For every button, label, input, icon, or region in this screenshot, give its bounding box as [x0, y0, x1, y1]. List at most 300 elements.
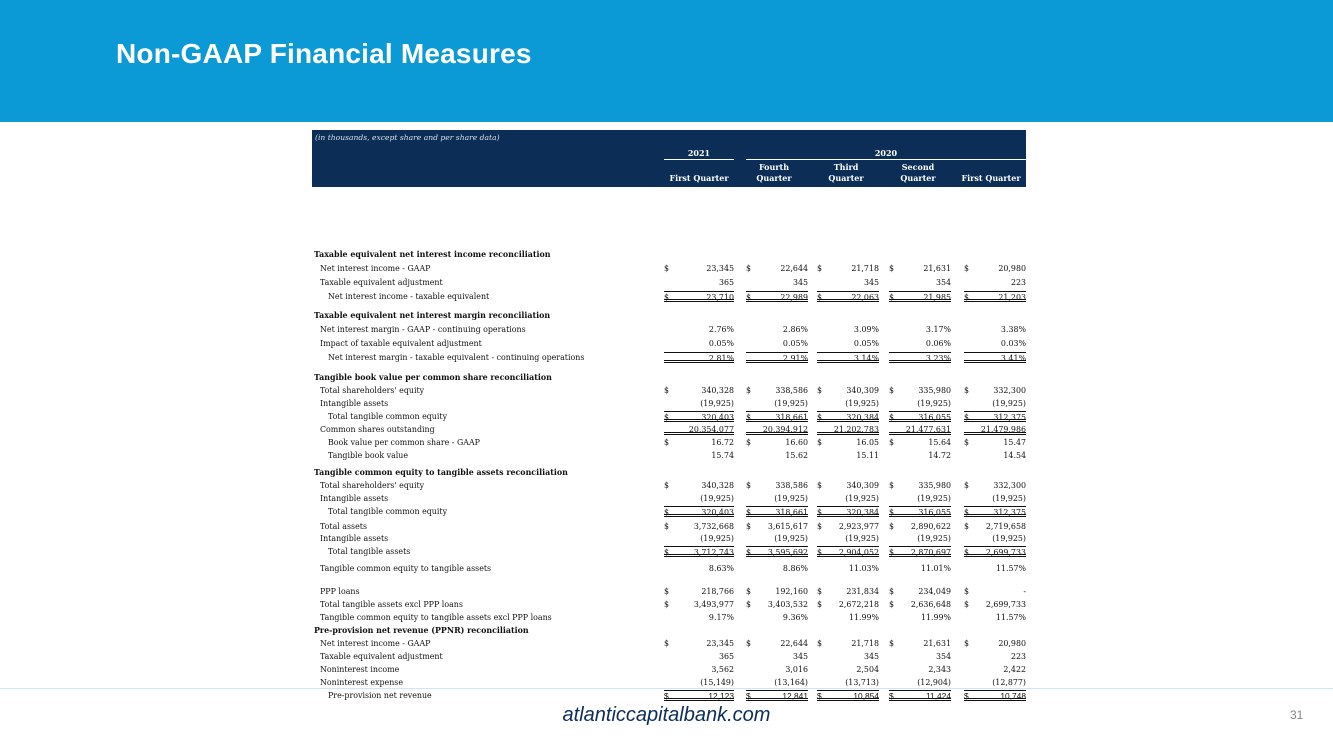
- table-cell: [964, 521, 1026, 532]
- table-cell: [964, 411, 1026, 422]
- section-title: Pre-provision net revenue (PPNR) reconciliation: [314, 626, 529, 635]
- cell-value: (19,925): [845, 534, 879, 543]
- table-cell: [746, 338, 808, 349]
- table-cell: [964, 385, 1026, 396]
- cell-value: 2.81%: [708, 354, 734, 363]
- year-2021-label: 2021: [687, 148, 711, 158]
- currency-symbol: $: [746, 548, 752, 557]
- table-cell: [664, 563, 734, 574]
- row-label: Net interest income - GAAP: [320, 639, 431, 648]
- table-cell: [817, 338, 879, 349]
- cell-value: 23,345: [706, 639, 734, 648]
- cell-value: 231,834: [846, 587, 879, 596]
- table-cell: [664, 533, 734, 544]
- table-cell: [817, 521, 879, 532]
- cell-value: (19,925): [700, 534, 734, 543]
- table-cell: [746, 677, 808, 688]
- table-cell: [889, 638, 951, 649]
- currency-symbol: $: [964, 600, 970, 609]
- cell-value: 3.09%: [853, 325, 879, 334]
- row-label: Taxable equivalent adjustment: [320, 278, 443, 287]
- table-cell: [746, 690, 808, 701]
- cell-value: 20,980: [998, 639, 1026, 648]
- table-cell: [964, 664, 1026, 675]
- table-cell: [817, 599, 879, 610]
- table-row: [312, 690, 1026, 701]
- row-label: Net interest margin - taxable equivalent - continuing operations: [328, 353, 585, 362]
- table-cell: [889, 385, 951, 396]
- currency-symbol: $: [889, 639, 895, 648]
- cell-value: 21,718: [851, 264, 879, 273]
- cell-value: 21,479,986: [980, 425, 1026, 434]
- table-cell: [889, 677, 951, 688]
- table-cell: [817, 277, 879, 288]
- row-label: Total assets: [320, 522, 368, 531]
- cell-value: 2,719,658: [985, 522, 1026, 531]
- cell-value: 2,890,622: [910, 522, 951, 531]
- currency-symbol: $: [889, 587, 895, 596]
- table-cell: [664, 612, 734, 623]
- table-row: [312, 398, 1026, 409]
- currency-symbol: $: [664, 386, 670, 395]
- table-cell: [817, 563, 879, 574]
- table-cell: [964, 277, 1026, 288]
- table-cell: [746, 586, 808, 597]
- currency-symbol: $: [664, 639, 670, 648]
- currency-symbol: $: [964, 548, 970, 557]
- section-title: Tangible book value per common share reconciliation: [314, 373, 552, 382]
- cell-value: 21,718: [851, 639, 879, 648]
- table-cell: [746, 424, 808, 435]
- row-label: Total tangible assets: [328, 547, 411, 556]
- cell-value: 9.36%: [782, 613, 808, 622]
- cell-value: 2,343: [928, 665, 951, 674]
- section-heading: [312, 625, 1026, 636]
- table-cell: [664, 506, 734, 517]
- table-cell: [746, 411, 808, 422]
- table-cell: [964, 291, 1026, 302]
- currency-symbol: $: [664, 691, 669, 701]
- cell-value: 21,202,783: [833, 425, 879, 434]
- cell-value: 320,384: [846, 413, 879, 422]
- cell-value: 2,699,733: [985, 548, 1026, 557]
- table-row: [312, 437, 1026, 448]
- cell-value: 16.05: [856, 438, 879, 447]
- currency-symbol: $: [964, 438, 970, 447]
- cell-value: 312,375: [993, 413, 1026, 422]
- slide-title: Non-GAAP Financial Measures: [116, 38, 532, 69]
- row-label: Tangible common equity to tangible assets excl PPP loans: [320, 613, 552, 622]
- currency-symbol: $: [664, 522, 670, 531]
- cell-value: 312,375: [993, 508, 1026, 517]
- currency-symbol: $: [889, 481, 895, 490]
- cell-value: (19,925): [917, 534, 951, 543]
- table-cell: [964, 533, 1026, 544]
- cell-value: 320,403: [701, 508, 734, 517]
- table-cell: [746, 563, 808, 574]
- table-cell: [889, 277, 951, 288]
- table-cell: [817, 690, 879, 701]
- row-label: Total shareholders' equity: [320, 481, 425, 490]
- row-label: Tangible book value: [328, 451, 409, 460]
- cell-value: 11.03%: [848, 564, 879, 573]
- table-cell: [746, 324, 808, 335]
- cell-value: 22,063: [851, 293, 879, 302]
- cell-value: 2.86%: [782, 325, 808, 334]
- table-cell: [746, 493, 808, 504]
- table-cell: [964, 338, 1026, 349]
- table-cell: [889, 533, 951, 544]
- table-cell: [964, 638, 1026, 649]
- table-cell: [746, 385, 808, 396]
- table-cell: [664, 324, 734, 335]
- table-cell: [664, 263, 734, 274]
- cell-value: 3.14%: [853, 354, 879, 363]
- table-row: [312, 450, 1026, 461]
- cell-value: 15.11: [856, 451, 879, 460]
- cell-value: 23,345: [706, 264, 734, 273]
- cell-value: 332,300: [993, 386, 1026, 395]
- table-cell: [817, 450, 879, 461]
- cell-value: (19,925): [774, 494, 808, 503]
- currency-symbol: $: [817, 587, 823, 596]
- table-cell: [817, 385, 879, 396]
- table-cell: [746, 521, 808, 532]
- table-cell: [664, 546, 734, 557]
- table-cell: [817, 398, 879, 409]
- cell-value: 2,636,648: [910, 600, 951, 609]
- cell-value: 365: [718, 652, 734, 661]
- cell-value: (19,925): [774, 534, 808, 543]
- cell-value: (12,877): [992, 678, 1026, 687]
- cell-value: 2,422: [1003, 665, 1026, 674]
- cell-value: 21,203: [998, 293, 1026, 302]
- cell-value: 218,766: [701, 587, 734, 596]
- cell-value: 354: [935, 278, 951, 287]
- currency-symbol: $: [889, 386, 895, 395]
- year-2021-rule: [664, 159, 734, 160]
- table-note: (in thousands, except share and per share data): [315, 133, 500, 142]
- section-title: Taxable equivalent net interest margin reconciliation: [314, 311, 551, 320]
- year-2020-label: 2020: [874, 148, 898, 158]
- table-cell: [664, 599, 734, 610]
- cell-value: 340,328: [701, 481, 734, 490]
- cell-value: (19,925): [917, 494, 951, 503]
- cell-value: 2,699,733: [985, 600, 1026, 609]
- table-cell: [964, 437, 1026, 448]
- row-label: Net interest income - GAAP: [320, 264, 431, 273]
- table-cell: [664, 352, 734, 363]
- cell-value: 223: [1010, 278, 1026, 287]
- cell-value: 192,160: [775, 587, 808, 596]
- currency-symbol: $: [746, 481, 752, 490]
- cell-value: 20,394,912: [762, 425, 808, 434]
- cell-value: 318,661: [775, 413, 808, 422]
- table-row: [312, 533, 1026, 544]
- table-cell: [889, 437, 951, 448]
- currency-symbol: $: [664, 481, 670, 490]
- table-row: [312, 651, 1026, 662]
- cell-value: 12,841: [782, 691, 808, 701]
- row-label: Intangible assets: [320, 494, 389, 503]
- table-row: [312, 324, 1026, 335]
- table-cell: [964, 599, 1026, 610]
- table-cell: [746, 277, 808, 288]
- cell-value: 16.72: [711, 438, 734, 447]
- table-cell: [746, 263, 808, 274]
- table-cell: [964, 424, 1026, 435]
- table-cell: [746, 398, 808, 409]
- section-heading: [312, 310, 1026, 321]
- currency-symbol: $: [746, 438, 752, 447]
- table-cell: [746, 664, 808, 675]
- cell-value: 3,712,743: [693, 548, 734, 557]
- row-label: Total tangible common equity: [328, 507, 448, 516]
- cell-value: 316,055: [918, 413, 951, 422]
- table-row: [312, 291, 1026, 302]
- currency-symbol: $: [664, 587, 670, 596]
- currency-symbol: $: [964, 481, 970, 490]
- table-row: [312, 263, 1026, 274]
- cell-value: 3,615,617: [767, 522, 808, 531]
- table-cell: [964, 563, 1026, 574]
- cell-value: (19,925): [992, 399, 1026, 408]
- cell-value: 335,980: [918, 386, 951, 395]
- cell-value: 2.91%: [782, 354, 808, 363]
- table-cell: [746, 546, 808, 557]
- table-cell: [964, 480, 1026, 491]
- currency-symbol: $: [889, 438, 895, 447]
- table-cell: [746, 612, 808, 623]
- cell-value: 8.63%: [708, 564, 734, 573]
- currency-symbol: $: [746, 264, 752, 273]
- row-label: Total shareholders' equity: [320, 386, 425, 395]
- cell-value: 16.60: [785, 438, 808, 447]
- cell-value: 21,477,631: [905, 425, 951, 434]
- currency-symbol: $: [746, 386, 752, 395]
- table-row: [312, 599, 1026, 610]
- financial-table: [312, 130, 1026, 701]
- cell-value: 345: [863, 278, 879, 287]
- row-label: Noninterest expense: [320, 678, 403, 687]
- row-label: Total tangible assets excl PPP loans: [320, 600, 463, 609]
- table-cell: [664, 385, 734, 396]
- table-cell: [964, 324, 1026, 335]
- currency-symbol: $: [889, 522, 895, 531]
- table-row: [312, 521, 1026, 532]
- table-cell: [664, 480, 734, 491]
- table-cell: [664, 424, 734, 435]
- cell-value: 22,644: [780, 639, 808, 648]
- currency-symbol: $: [964, 691, 969, 701]
- currency-symbol: $: [746, 293, 752, 302]
- currency-symbol: $: [746, 691, 751, 701]
- table-cell: [889, 612, 951, 623]
- table-cell: [889, 263, 951, 274]
- table-cell: [664, 690, 734, 701]
- table-cell: [664, 521, 734, 532]
- currency-symbol: $: [817, 386, 823, 395]
- cell-value: 3,562: [711, 665, 734, 674]
- currency-symbol: $: [964, 413, 970, 422]
- cell-value: 3,016: [785, 665, 808, 674]
- table-cell: [889, 599, 951, 610]
- cell-value: 318,661: [775, 508, 808, 517]
- currency-symbol: $: [964, 386, 970, 395]
- table-cell: [889, 521, 951, 532]
- table-row: [312, 277, 1026, 288]
- cell-value: (13,164): [774, 678, 808, 687]
- cell-value: 3,732,668: [693, 522, 734, 531]
- cell-value: 3,493,977: [693, 600, 734, 609]
- row-label: Book value per common share - GAAP: [328, 438, 480, 447]
- currency-symbol: $: [817, 548, 823, 557]
- cell-value: 345: [792, 652, 808, 661]
- currency-symbol: $: [664, 293, 670, 302]
- cell-value: 335,980: [918, 481, 951, 490]
- cell-value: 354: [935, 652, 951, 661]
- cell-value: (19,925): [992, 494, 1026, 503]
- footer-website[interactable]: atlanticcapitalbank.com: [562, 704, 771, 726]
- row-label: Impact of taxable equivalent adjustment: [320, 339, 482, 348]
- currency-symbol: $: [889, 293, 895, 302]
- table-cell: [817, 411, 879, 422]
- table-cell: [817, 493, 879, 504]
- table-cell: [817, 424, 879, 435]
- table-cell: [664, 411, 734, 422]
- table-row: [312, 411, 1026, 422]
- table-row: [312, 493, 1026, 504]
- cell-value: 0.03%: [1000, 339, 1026, 348]
- table-cell: [964, 651, 1026, 662]
- table-cell: [817, 291, 879, 302]
- table-cell: [746, 651, 808, 662]
- currency-symbol: $: [889, 600, 895, 609]
- table-row: [312, 612, 1026, 623]
- table-cell: [964, 398, 1026, 409]
- table-cell: [817, 352, 879, 363]
- currency-symbol: $: [889, 264, 895, 273]
- cell-value: (19,925): [700, 399, 734, 408]
- cell-value: (12,904): [917, 678, 951, 687]
- table-cell: [964, 586, 1026, 597]
- table-cell: [889, 450, 951, 461]
- cell-value: 338,586: [775, 481, 808, 490]
- cell-value: 14.54: [1003, 451, 1026, 460]
- currency-symbol: $: [817, 522, 823, 531]
- table-cell: [964, 263, 1026, 274]
- table-cell: [746, 450, 808, 461]
- currency-symbol: $: [746, 587, 752, 596]
- cell-value: 320,384: [846, 508, 879, 517]
- cell-value: 234,049: [918, 587, 951, 596]
- table-cell: [746, 599, 808, 610]
- cell-value: (19,925): [845, 399, 879, 408]
- column-header-2020-q2: Second Quarter: [900, 162, 936, 183]
- cell-value: 2,923,977: [838, 522, 879, 531]
- table-row: [312, 677, 1026, 688]
- currency-symbol: $: [817, 413, 823, 422]
- cell-value: 0.05%: [782, 339, 808, 348]
- cell-value: 320,403: [701, 413, 734, 422]
- currency-symbol: $: [817, 600, 823, 609]
- cell-value: 11.01%: [920, 564, 951, 573]
- cell-value: 2,904,052: [838, 548, 879, 557]
- row-label: Pre-provision net revenue: [328, 691, 432, 700]
- cell-value: 20,980: [998, 264, 1026, 273]
- column-header-2020-q1: First Quarter: [961, 173, 1021, 183]
- cell-value: (19,925): [700, 494, 734, 503]
- table-cell: [664, 450, 734, 461]
- table-cell: [889, 651, 951, 662]
- table-cell: [889, 586, 951, 597]
- section-heading: [312, 372, 1026, 383]
- column-header-2020-q4: Fourth Quarter: [756, 162, 792, 183]
- cell-value: 11.57%: [995, 564, 1026, 573]
- currency-symbol: $: [817, 508, 823, 517]
- cell-value: (13,713): [845, 678, 879, 687]
- table-cell: [964, 450, 1026, 461]
- row-label: Common shares outstanding: [320, 425, 435, 434]
- table-cell: [889, 352, 951, 363]
- currency-symbol: $: [964, 639, 970, 648]
- cell-value: (19,925): [845, 494, 879, 503]
- currency-symbol: $: [817, 293, 823, 302]
- currency-symbol: $: [664, 264, 670, 273]
- cell-value: 2,672,218: [838, 600, 879, 609]
- table-cell: [746, 480, 808, 491]
- currency-symbol: $: [889, 508, 895, 517]
- cell-value: 11.57%: [995, 613, 1026, 622]
- cell-value: 3.17%: [925, 325, 951, 334]
- table-row: [312, 424, 1026, 435]
- cell-value: 332,300: [993, 481, 1026, 490]
- table-row: [312, 480, 1026, 491]
- currency-symbol: $: [964, 264, 970, 273]
- table-row: [312, 664, 1026, 675]
- cell-value: 11,424: [926, 691, 951, 701]
- table-cell: [964, 546, 1026, 557]
- row-label: Taxable equivalent adjustment: [320, 652, 443, 661]
- cell-value: 11.99%: [920, 613, 951, 622]
- cell-value: 3.23%: [925, 354, 951, 363]
- currency-symbol: $: [817, 691, 822, 701]
- table-cell: [817, 586, 879, 597]
- currency-symbol: $: [889, 691, 894, 701]
- currency-symbol: $: [964, 587, 970, 596]
- currency-symbol: $: [817, 438, 823, 447]
- cell-value: 365: [718, 278, 734, 287]
- cell-value: 15.62: [785, 451, 808, 460]
- column-header-2020-q3: Third Quarter: [828, 162, 864, 183]
- table-cell: [817, 638, 879, 649]
- cell-value: (19,925): [774, 399, 808, 408]
- table-cell: [817, 664, 879, 675]
- cell-value: 12,123: [708, 691, 734, 701]
- table-header: [312, 130, 1026, 187]
- cell-value: 223: [1010, 652, 1026, 661]
- cell-value: 2.76%: [708, 325, 734, 334]
- cell-value: 9.17%: [708, 613, 734, 622]
- cell-value: 23,710: [706, 293, 734, 302]
- table-cell: [746, 533, 808, 544]
- table-cell: [746, 506, 808, 517]
- cell-value: 10,854: [853, 691, 879, 701]
- table-cell: [664, 291, 734, 302]
- cell-value: 21,631: [923, 264, 951, 273]
- currency-symbol: $: [746, 508, 752, 517]
- table-row: [312, 586, 1026, 597]
